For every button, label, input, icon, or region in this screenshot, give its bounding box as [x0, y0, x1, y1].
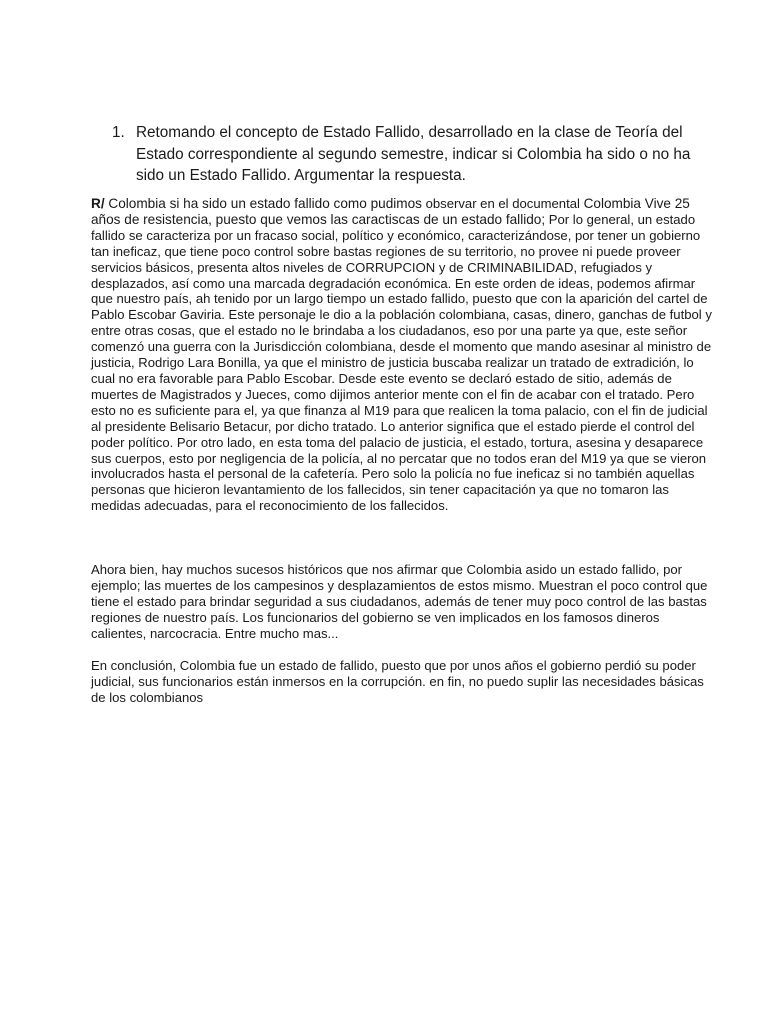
question-item	[112, 122, 696, 187]
answer-lead-a: Colombia si ha sido un estado fallido como pudimos	[104, 196, 422, 211]
answer-marker: R/	[91, 196, 105, 211]
answer-lead-b: observar en el documental	[421, 196, 584, 211]
question-text: Retomando el concepto de Estado Fallido, desarrollado en la clase de Teoría del Estado correspondiente al segundo semestre, indicar si Colombia ha sido o no ha sido un Estado Fallido. Argumentar la respuesta.	[136, 124, 691, 184]
paragraph-conclusion: En conclusión, Colombia fue un estado de fallido, puesto que por unos años el gobierno perdió su poder judicial, sus funcionarios están inmersos en la corrupción. en fin, no puedo suplir las necesidades básicas de los colombianos	[91, 658, 704, 705]
answer-paragraph	[91, 196, 713, 514]
answer-lead-c: Colombia Vive 25 años de resistencia, puesto que vemos las caractiscas de un estado fallido;	[91, 196, 690, 227]
paragraph-historical-events: Ahora bien, hay muchos sucesos históricos que nos afirmar que Colombia asido un estado fallido, por ejemplo; las muertes de los campesinos y desplazamientos de estos mismo. Muestran el poco control que tiene el estado para brindar seguridad a sus ciudadanos, además de tener muy poco control de las bastas regiones de nuestro país. Los funcionarios del gobierno se ven implicados en los famosos dineros calientes, narcocracia. Entre mucho mas...	[91, 562, 708, 641]
answer-body: Por lo general, un estado fallido se caracteriza por un fracaso social, político y económico, caracterizándose, por tener un gobierno tan ineficaz, que tiene poco control sobre bastas regiones de su territorio, no provee ni puede proveer servicios básicos, presenta altos niveles de CORRUPCION y de CRIMINABILIDAD, refugiados y desplazados, así como una marcada degradación económica. En este orden de ideas, podemos afirmar que nuestro país, ah tenido por un largo tiempo un estado fallido, puesto que con la aparición del cartel de Pablo Escobar Gaviria. Este personaje le dio a la población colombiana, casas, dinero, ganchas de futbol y entre otras cosas, que el estado no le brindaba a los ciudadanos, eso por una parte ya que, este señor comenzó una guerra con la Jurisdicción colombiana, desde el momento que mando asesinar al ministro de justicia, Rodrigo Lara Bonilla, ya que el ministro de justicia buscaba realizar un tratado de extradición, lo cual no era favorable para Pablo Escobar. Desde este evento se declaró estado de sitio, además de muertes de Magistrados y Jueces, como dijimos anterior mente con el fin de acabar con el tratado. Pero esto no es suficiente para el, ya que finanza al M19 para que realicen la toma palacio, con el fin de judicial al presidente Belisario Betacur, por dicho tratado. Lo anterior significa que el estado pierde el control del poder político. Por otro lado, en esta toma del palacio de justicia, el estado, tortura, asesina y desaparece sus cuerpos, esto por negligencia de la policía, al no percatar que no todos eran del M19 ya que se vieron involucrados hasta el personal de la cafetería. Pero solo la policía no fue ineficaz si no también aquellas personas que hicieron levantamiento de los fallecidos, sin tener capacitación ya que no tomaron las medidas adecuadas, para el reconocimiento de los fallecidos.	[91, 211, 712, 514]
question-number: 1.	[112, 124, 125, 141]
